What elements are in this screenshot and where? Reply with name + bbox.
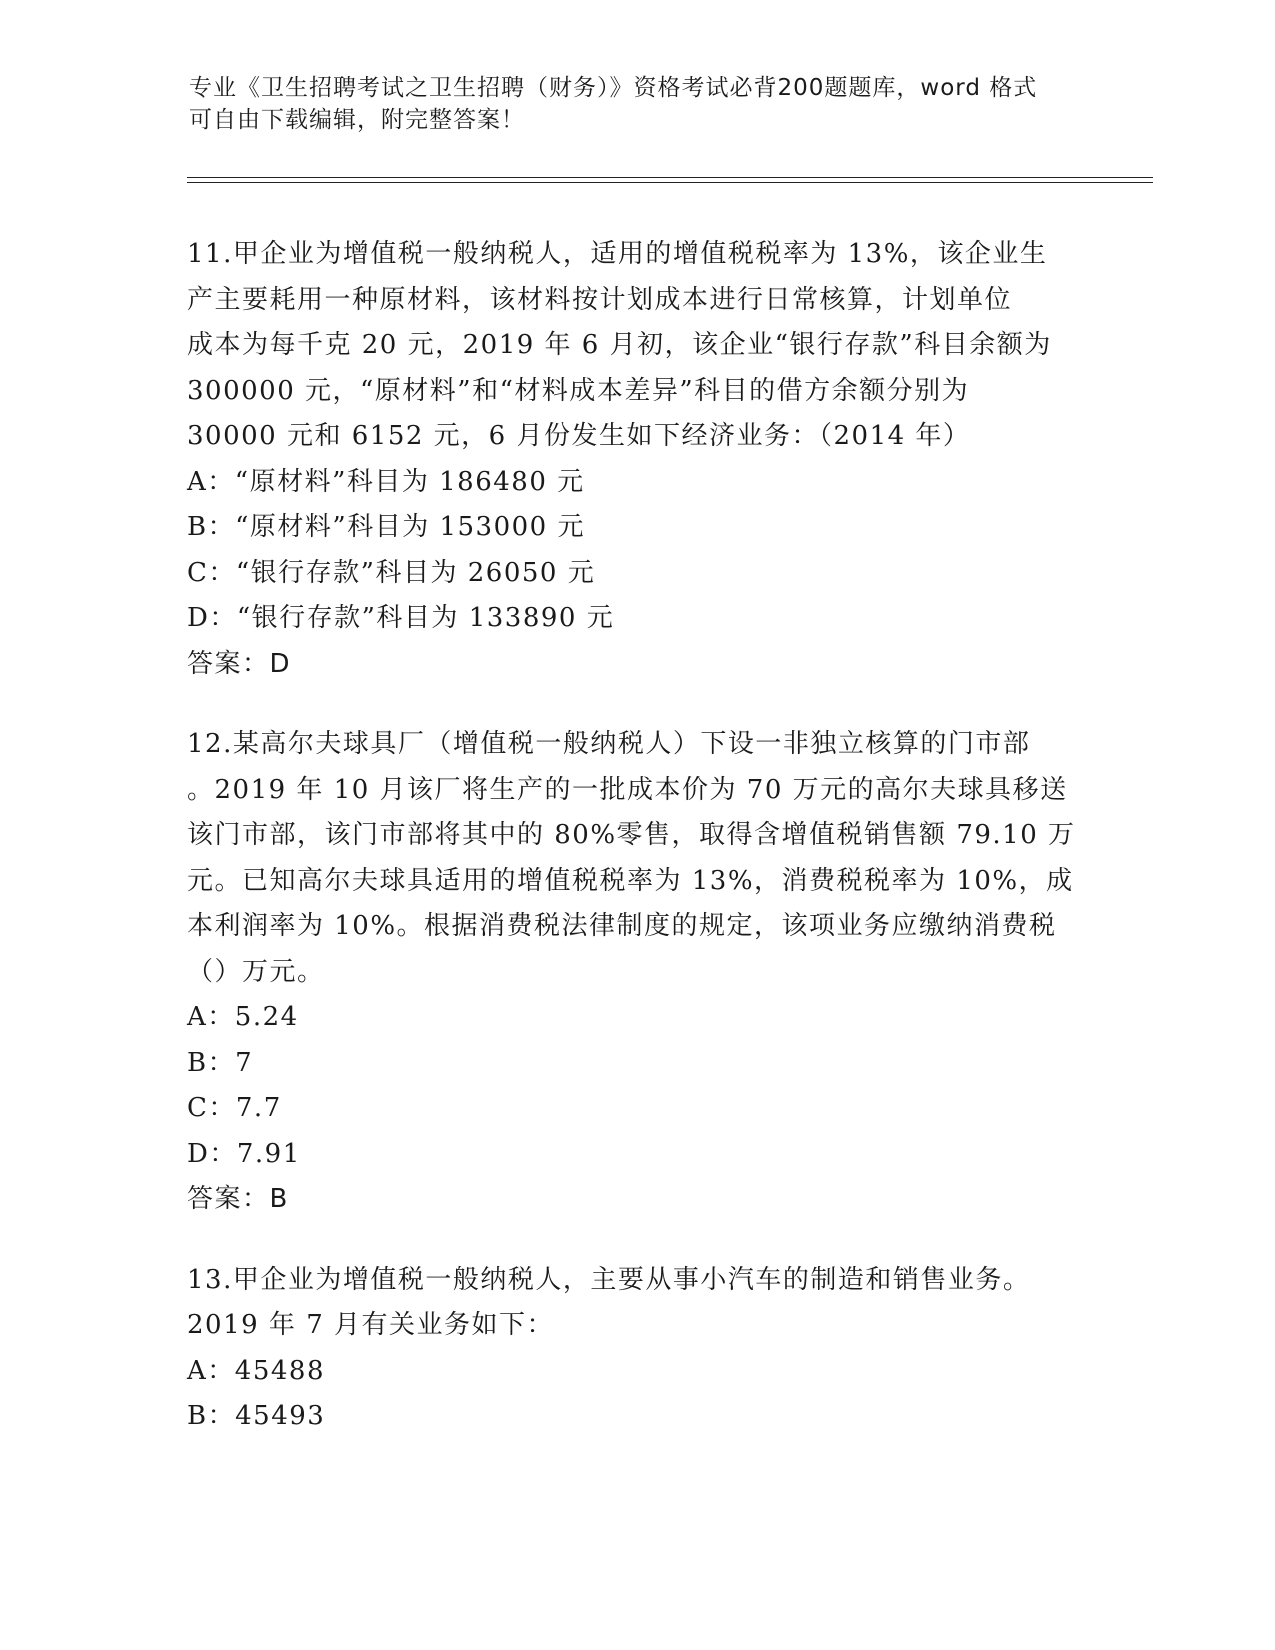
option-c: C：“银行存款”科目为 26050 元 [187, 557, 596, 588]
question-stem-line: 12.某高尔夫球具厂（增值税一般纳税人）下设一非独立核算的门市部 [187, 729, 1031, 759]
question-stem-line: 300000 元，“原材料”和“材料成本差异”科目的借方余额分别为 [187, 375, 970, 406]
option-a: A：“原材料”科目为 186480 元 [187, 466, 585, 497]
question-stem-line: 。2019 年 10 月该厂将生产的一批成本价为 70 万元的高尔夫球具移送 [187, 774, 1068, 805]
question-12 [187, 722, 1087, 1223]
option-d: D：“银行存款”科目为 133890 元 [187, 603, 615, 633]
option-b: B：“原材料”科目为 153000 元 [187, 512, 585, 542]
header-divider-bottom [187, 182, 1153, 183]
answer-label: 答案：B [187, 1184, 289, 1214]
question-11 [187, 232, 1087, 687]
header-title-line-2: 可自由下载编辑，附完整答案！ [189, 107, 525, 133]
question-13 [187, 1258, 1087, 1440]
question-list [187, 232, 1087, 1475]
option-a: A：5.24 [187, 1002, 299, 1032]
question-stem-line: 11.甲企业为增值税一般纳税人，适用的增值税税率为 13%，该企业生 [187, 239, 1048, 269]
option-b: B：45493 [187, 1401, 326, 1431]
question-stem-line: 该门市部，该门市部将其中的 80%零售，取得含增值税销售额 79.10 万 [187, 820, 1076, 850]
option-d: D：7.91 [187, 1138, 301, 1169]
header-title-line-1: 专业《卫生招聘考试之卫生招聘（财务）》资格考试必背200题题库，word 格式 [189, 75, 1038, 101]
answer-label: 答案：D [187, 648, 292, 679]
option-a: A：45488 [187, 1355, 325, 1386]
question-stem-line: 2019 年 7 月有关业务如下： [187, 1310, 555, 1340]
option-c: C：7.7 [187, 1093, 282, 1123]
question-stem-line: 本利润率为 10%。根据消费税法律制度的规定，该项业务应缴纳消费税 [187, 911, 1057, 941]
question-stem-line: 元。已知高尔夫球具适用的增值税税率为 13%，消费税税率为 10%，成 [187, 865, 1074, 896]
question-stem-line: 13.甲企业为增值税一般纳税人，主要从事小汽车的制造和销售业务。 [187, 1264, 1031, 1295]
header-divider-top [187, 177, 1153, 178]
document-header [189, 72, 1089, 136]
question-stem-line: （）万元。 [187, 956, 325, 987]
question-stem-line: 30000 元和 6152 元，6 月份发生如下经济业务：（2014 年） [187, 421, 971, 451]
question-stem-line: 产主要耗用一种原材料，该材料按计划成本进行日常核算，计划单位 [187, 284, 1013, 315]
option-b: B：7 [187, 1047, 254, 1078]
question-stem-line: 成本为每千克 20 元，2019 年 6 月初，该企业“银行存款”科目余额为 [187, 330, 1052, 360]
